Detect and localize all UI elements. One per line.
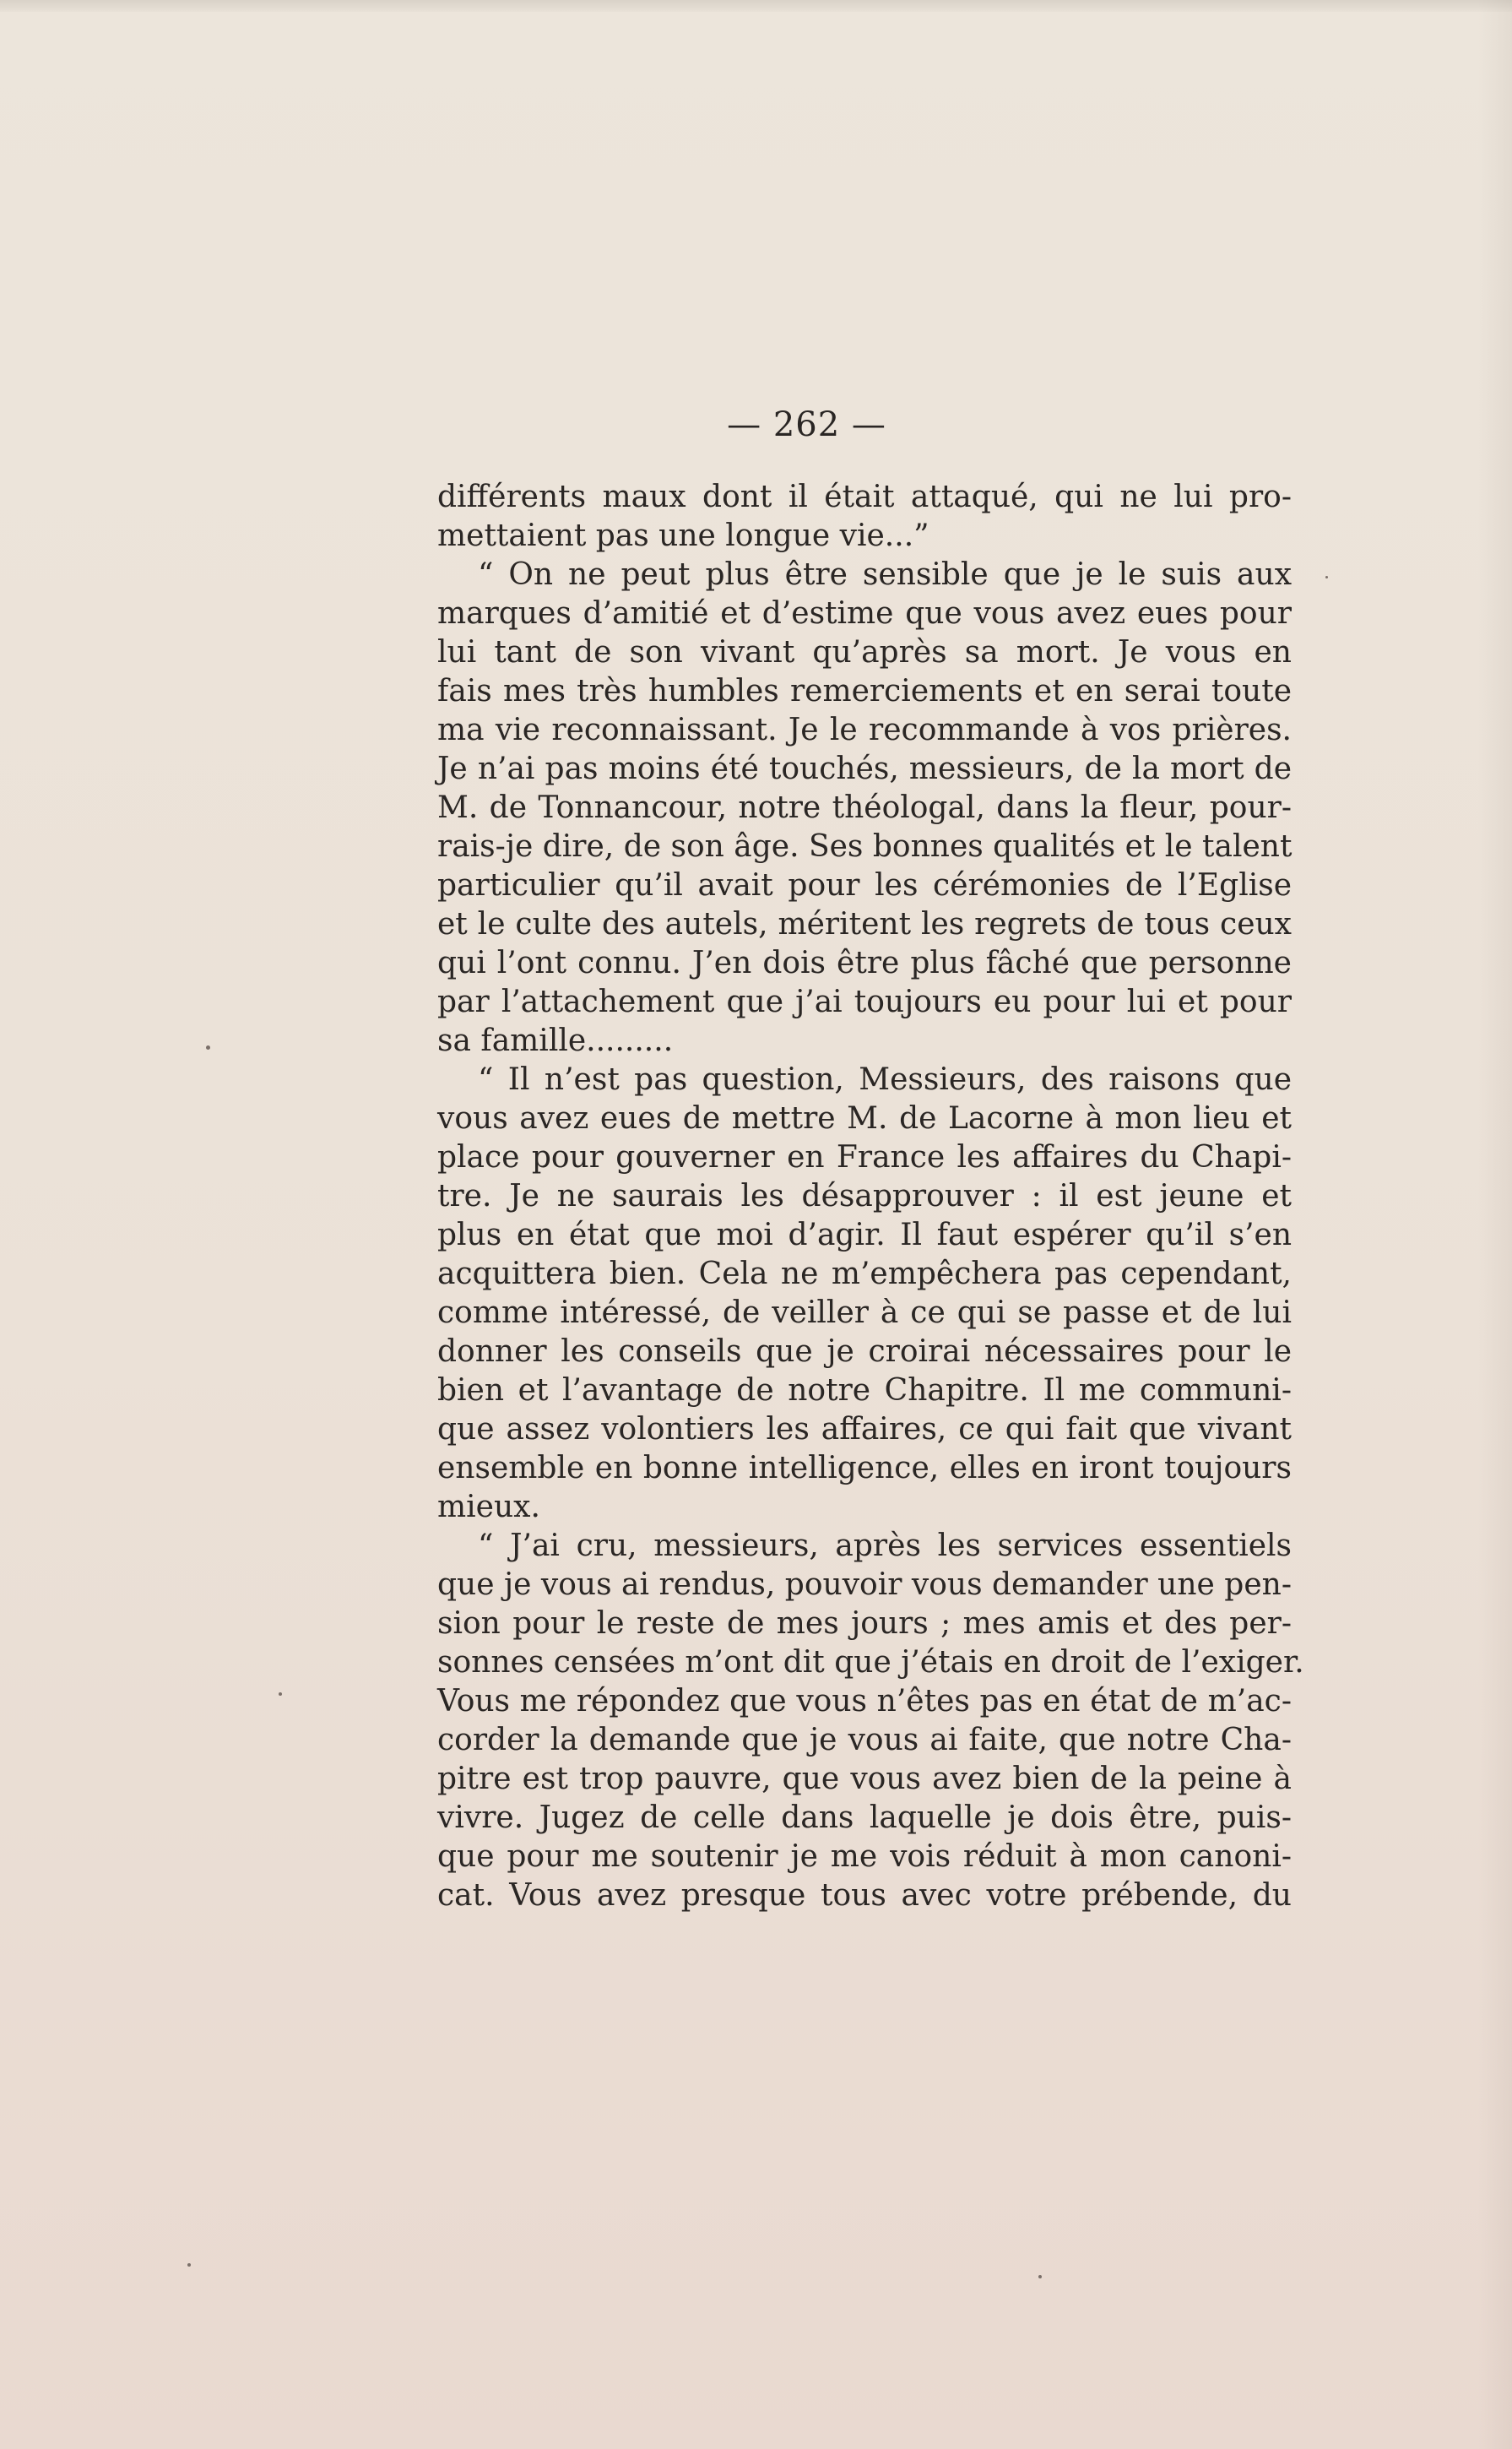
text-line: vivre. Jugez de celle dans laquelle je dois être, puis-: [437, 1800, 1292, 1835]
text-line: qui l’ont connu. J’en dois être plus fâché que personne: [437, 946, 1292, 980]
text-line: que assez volontiers les affaires, ce qui fait que vivant: [437, 1412, 1292, 1447]
text-line: que je vous ai rendus, pouvoir vous demander une pen-: [437, 1567, 1292, 1602]
text-line: lui tant de son vivant qu’après sa mort. Je vous en: [437, 635, 1292, 670]
text-line: sonnes censées m’ont dit que j’étais en droit de l’exiger.: [437, 1645, 1304, 1680]
text-line: Vous me répondez que vous n’êtes pas en état de m’ac-: [437, 1684, 1292, 1719]
paper-speck: [1038, 2275, 1042, 2278]
text-line: sion pour le reste de mes jours ; mes amis et des per-: [437, 1606, 1292, 1641]
text-line: cat. Vous avez presque tous avec votre prébende, du: [437, 1878, 1292, 1913]
text-line: “ On ne peut plus être sensible que je le suis aux: [478, 557, 1292, 592]
paper-speck: [279, 1692, 282, 1696]
page-number: — 262 —: [727, 405, 886, 444]
text-line: comme intéressé, de veiller à ce qui se passe et de lui: [437, 1295, 1292, 1330]
text-line: et le culte des autels, méritent les regrets de tous ceux: [437, 907, 1292, 942]
page-top-edge: [0, 0, 1512, 12]
text-line: corder la demande que je vous ai faite, que notre Cha-: [437, 1723, 1292, 1757]
paper-speck: [206, 1045, 210, 1050]
text-line: ma vie reconnaissant. Je le recommande à vos prières.: [437, 713, 1292, 747]
text-line: marques d’amitié et d’estime que vous avez eues pour: [437, 596, 1292, 631]
text-line: mettaient pas une longue vie...”: [437, 519, 929, 553]
text-line: acquittera bien. Cela ne m’empêchera pas cependant,: [437, 1257, 1292, 1291]
text-line: place pour gouverner en France les affaires du Chapi-: [437, 1140, 1292, 1175]
text-line: tre. Je ne saurais les désapprouver : il est jeune et: [437, 1179, 1292, 1214]
text-line: par l’attachement que j’ai toujours eu pour lui et pour: [437, 985, 1292, 1019]
text-line: pitre est trop pauvre, que vous avez bien de la peine à: [437, 1762, 1292, 1796]
text-line: fais mes très humbles remerciements et en serai toute: [437, 674, 1292, 709]
paper-speck: [187, 2263, 191, 2267]
text-line: rais-je dire, de son âge. Ses bonnes qualités et le talent: [437, 829, 1293, 864]
body-text: [437, 478, 1304, 1915]
text-line: différents maux dont il était attaqué, qui ne lui pro-: [437, 480, 1292, 514]
text-line: “ Il n’est pas question, Messieurs, des raisons que: [478, 1062, 1292, 1097]
text-line: donner les conseils que je croirai nécessaires pour le: [437, 1334, 1292, 1369]
text-line: vous avez eues de mettre M. de Lacorne à mon lieu et: [437, 1101, 1292, 1136]
text-line: plus en état que moi d’agir. Il faut espérer qu’il s’en: [437, 1218, 1292, 1252]
text-line: M. de Tonnancour, notre théologal, dans la fleur, pour-: [437, 790, 1292, 825]
page-gutter-shadow: [1478, 0, 1512, 2449]
text-line: que pour me soutenir je me vois réduit à mon canoni-: [437, 1839, 1292, 1874]
text-line: Je n’ai pas moins été touchés, messieurs, de la mort de: [437, 752, 1292, 786]
paper-speck: [1325, 576, 1328, 578]
text-line: particulier qu’il avait pour les cérémonies de l’Eglise: [437, 868, 1292, 903]
text-line: bien et l’avantage de notre Chapitre. Il me communi-: [437, 1373, 1292, 1408]
text-line: “ J’ai cru, messieurs, après les services essentiels: [478, 1529, 1292, 1563]
text-line: sa famille.........: [437, 1024, 674, 1058]
text-line: ensemble en bonne intelligence, elles en iront toujours: [437, 1451, 1292, 1485]
text-line: mieux.: [437, 1490, 540, 1524]
